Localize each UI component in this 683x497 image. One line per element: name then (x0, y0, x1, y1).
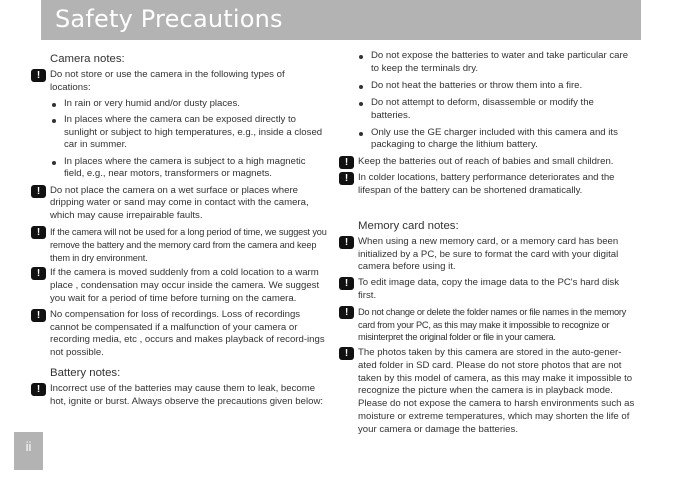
warning-icon: ! (339, 172, 354, 185)
warning-text: In colder locations, battery performance deteriorates and the lifespan of the battery can be shortened dramatically. (358, 172, 615, 196)
warning-icon: ! (339, 306, 354, 319)
warning-icon: ! (31, 309, 46, 322)
warning-icon: ! (339, 156, 354, 169)
left-column (31, 50, 327, 412)
camera-warning (31, 309, 327, 360)
warning-icon: ! (31, 383, 46, 396)
list-item: Do not expose the batteries to water and take particular care to keep the terminals dry. (357, 50, 635, 76)
memory-card-warning (339, 306, 635, 344)
battery-notes-heading: Battery notes: (50, 366, 121, 379)
warning-text: If the camera is moved suddenly from a cold location to a warm place , condensation may occur inside the camera. We suggest you wait for a period of time before turning on the camera. (50, 267, 320, 304)
battery-precaution-list (339, 50, 635, 152)
memory-card-warning (339, 277, 635, 303)
warning-icon: ! (339, 236, 354, 249)
camera-notes-heading: Camera notes: (50, 53, 125, 65)
warning-text: Keep the batteries out of reach of babies and small children. (358, 156, 614, 168)
warning-text: Do not store or use the camera in the following types of locations: (50, 69, 285, 93)
list-item: Do not attempt to deform, disassemble or modify the batteries. (357, 97, 635, 123)
warning-text: To edit image data, copy the image data to the PC's hard disk first. (358, 277, 620, 301)
warning-icon: ! (31, 185, 46, 198)
warning-text: No compensation for loss of recordings. Loss of recordings cannot be compensated if a malfunction of your camera or recording media, etc , occurs and makes playback of record-ings not possible. (50, 308, 325, 359)
warning-text: If the camera will not be used for a long period of time, we suggest you remove the battery and the memory card from the camera and keep them in dry environment. (50, 226, 327, 263)
list-item: Only use the GE charger included with this camera and its packaging to charge the lithium battery. (357, 127, 635, 153)
warning-icon: ! (31, 226, 46, 239)
camera-warning (31, 226, 327, 264)
page-number: ii (25, 439, 32, 454)
warning-icon: ! (339, 277, 354, 290)
list-item: Do not heat the batteries or throw them into a fire. (357, 80, 635, 93)
warning-text: Do not place the camera on a wet surface or places where dripping water or sand may come in contact with the camera, which may cause irrepairable faults. (50, 184, 309, 222)
memory-card-notes-heading: Memory card notes: (358, 219, 459, 232)
camera-warning (31, 185, 327, 223)
warning-icon: ! (339, 347, 354, 360)
right-column (339, 50, 635, 440)
battery-warning (339, 156, 635, 169)
list-item: In rain or very humid and/or dusty places. (50, 98, 327, 111)
memory-card-warning (339, 347, 635, 437)
memory-card-warning (339, 236, 635, 274)
battery-notes-intro (31, 383, 327, 409)
list-item: In places where the camera is subject to a high magnetic field, e.g., near motors, transformers or magnets. (50, 156, 327, 182)
battery-warning (339, 172, 635, 198)
warning-text: The photos taken by this camera are stored in the auto-gener-ated folder in SD card. Please do not store photos that are not taken by this model of camera, as this may make it impossible to recognize the picture when the camera is in playback mode. Please do not expose the camera to harsh environments such as moisture or extreme temperatures, which may shorten the life of your camera or damage the batteries. (358, 347, 635, 435)
warning-text: Do not change or delete the folder names or file names in the memory card from your PC, as this may make it impossible to recognize or misinterpret the original folder or file in your camera. (358, 306, 626, 343)
camera-notes-intro (31, 69, 327, 95)
page-title: Safety Precautions (55, 5, 283, 33)
camera-warning (31, 267, 327, 305)
warning-text: When using a new memory card, or a memory card has been initialized by a PC, be sure to format the card with your digital camera before using it. (358, 235, 619, 273)
warning-icon: ! (31, 69, 46, 82)
warning-icon: ! (31, 267, 46, 280)
warning-text: Incorrect use of the batteries may cause them to leak, become hot, ignite or burst. Always observe the precautions given below: (50, 382, 324, 407)
location-list (31, 98, 327, 182)
list-item: In places where the camera can be exposed directly to sunlight or subject to high temperatures, e.g., inside a closed car in summer. (50, 114, 327, 152)
